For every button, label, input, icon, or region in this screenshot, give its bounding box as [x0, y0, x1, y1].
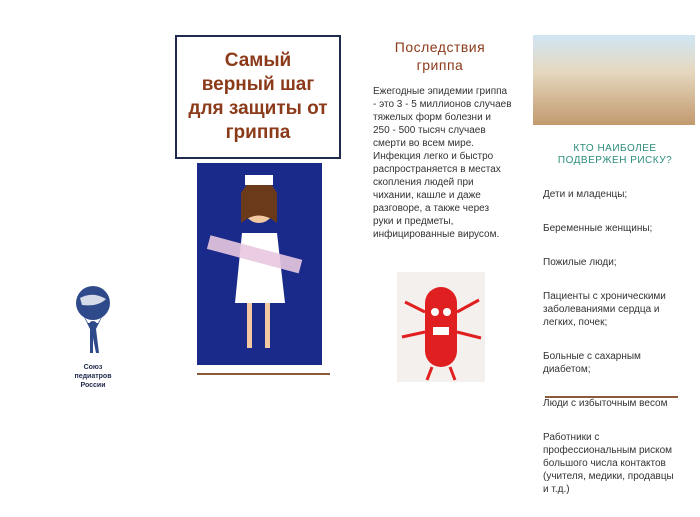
- nurse-with-syringe-image: [197, 163, 322, 365]
- main-heading-box: [175, 35, 341, 159]
- virus-cartoon-image: [397, 272, 485, 382]
- list-item: Беременные женщины;: [543, 223, 653, 234]
- list-item: Пожилые люди;: [543, 257, 617, 268]
- globe-figure-icon: [68, 283, 118, 358]
- transmission-paragraph: Инфекция легко и быстро распространяется в местах скопления людей при чихании, кашле и даже разговоре, а также через руки и предметы, инфицированные вирусом.: [373, 151, 501, 240]
- pediatricians-union-logo: [58, 283, 128, 388]
- list-item: Люди с избыточным весом: [543, 398, 668, 409]
- family-photo: [533, 35, 695, 125]
- main-heading: Самый верный шаг для защиты от гриппа: [188, 50, 328, 143]
- divider: [197, 373, 330, 375]
- list-item: Работники с профессиональным риском большого числа контактов (учителя, медики, продавцы и т.д.): [543, 432, 674, 495]
- risk-groups-list: [543, 175, 693, 517]
- list-item: Пациенты с хроническими заболеваниями сердца и легких, почек;: [543, 291, 666, 328]
- divider: [545, 396, 678, 398]
- consequences-heading: Последствия гриппа: [394, 39, 486, 73]
- risk-groups-heading: КТО НАИБОЛЕЕ ПОДВЕРЖЕН РИСКУ?: [557, 143, 673, 166]
- logo-text: Союз педиатров России: [74, 364, 112, 389]
- epidemic-paragraph: Ежегодные эпидемии гриппа - это 3 - 5 миллионов случаев тяжелых форм болезни и 250 - 500 тысяч случаев смерти во всем мире.: [373, 86, 512, 149]
- list-item: Дети и младенцы;: [543, 189, 628, 200]
- list-item: Больные с сахарным диабетом;: [543, 351, 641, 375]
